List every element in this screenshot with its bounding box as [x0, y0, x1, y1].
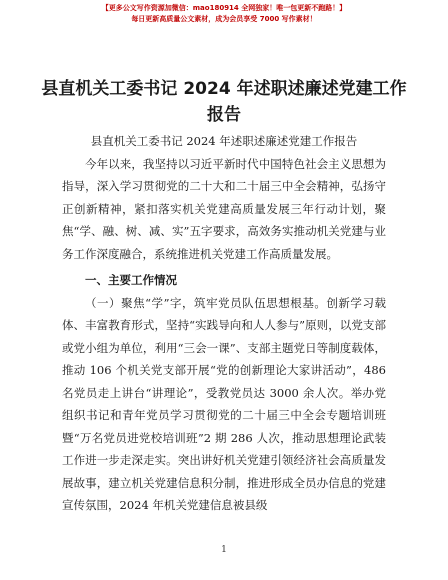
banner-line-2: 每日更新高质量公文素材，成为会员享受 7000 写作素材！	[131, 15, 317, 23]
document-title: 县直机关工委书记 2024 年述职述廉述党建工作报告	[41, 79, 407, 125]
section-heading: 一、主要工作情况	[85, 273, 177, 287]
document-body	[62, 130, 386, 517]
banner-line-1: 【更多公文写作资源加微信：mao180914 全网独家！唯一包更新不跑路！】	[101, 4, 347, 12]
intro-paragraph: 今年以来，我坚持以习近平新时代中国特色社会主义思想为指导，深入学习贯彻党的二十大和二十届三中全会精神，弘扬守正创新精神，紧扣落实机关党建高质量发展三年行动计划，聚焦“学、融、树、减、实”五字要求，高效务实推动机关党建与业务工作深度融合，系统推进机关党建工作高质量发展。	[62, 156, 386, 261]
document-subtitle: 县直机关工委书记 2024 年述职述廉述党建工作报告	[90, 134, 358, 148]
header-banner	[0, 3, 448, 25]
page-number: 1	[221, 545, 227, 555]
section1-paragraph: （一）聚焦“学”字，筑牢党员队伍思想根基。创新学习载体、丰富教育形式，坚持“实践导向和人人参与”原则，以党支部或党小组为单位，利用“三会一课”、支部主题党日等制度载体，推动 106 个机关党支部开展“党的创新理论大家讲活动”，486 名党员走上讲台“讲理论”，受教党员达 3000 余人次。举办党组织书记和青年党员学习贯彻党的二十届三中全会专题培训班暨“万名党员进党校培训班”2 期 286 人次，推动思想理论武装工作进一步走深走实。突出讲好机关党建引领经济社会高质量发展故事，建立机关党建信息积分制，推进形成全员办信息的党建宣传氛围，2024 年机关党建信息被县级	[62, 295, 386, 512]
